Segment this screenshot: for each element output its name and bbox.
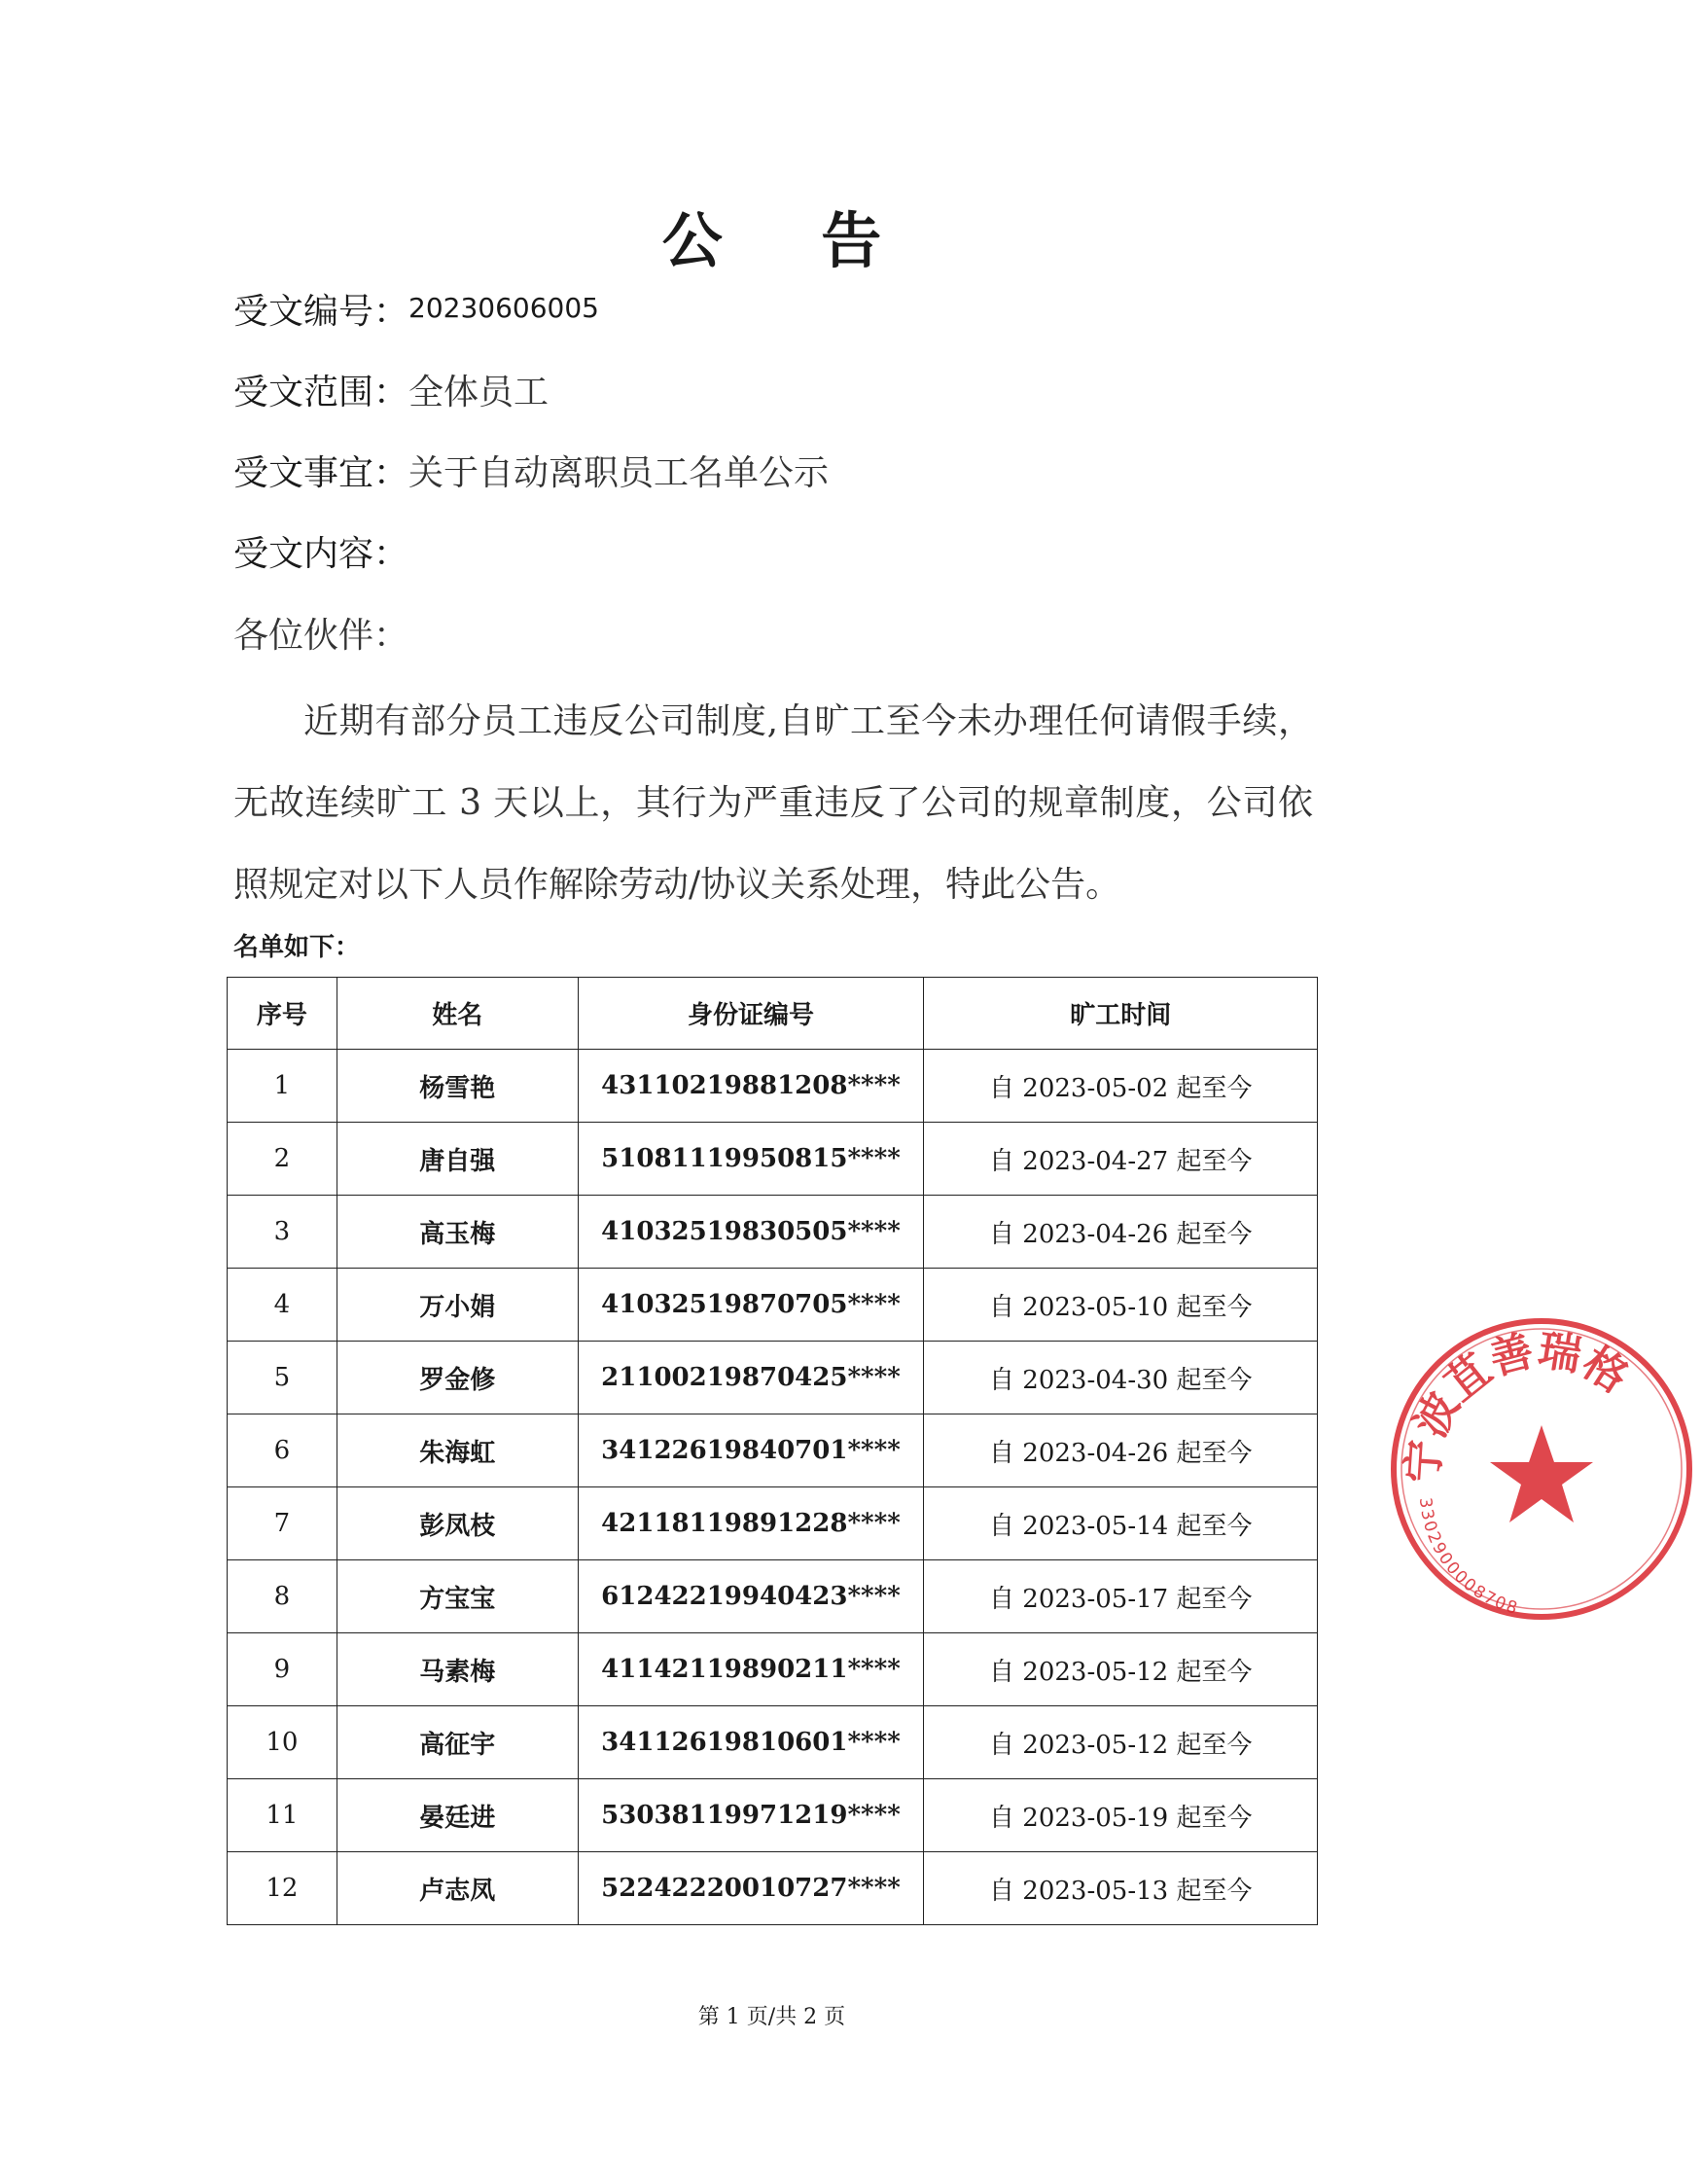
table-row — [228, 1123, 1318, 1196]
meta-number-label: 受文编号： — [233, 292, 409, 332]
cell-name: 高征宇 — [337, 1706, 578, 1779]
cell-name: 唐自强 — [337, 1123, 578, 1196]
cell-id: 21100219870425**** — [578, 1342, 924, 1414]
cell-id: 41032519870705**** — [578, 1269, 924, 1342]
body-paragraph: 近期有部分员工违反公司制度,自旷工至今未办理任何请假手续，无故连续旷工 3 天以上，其行为严重违反了公司的规章制度，公司依照规定对以下人员作解除劳动/协议关系处理，特此公告。 — [233, 701, 1313, 905]
cell-time: 自 2023-05-17 起至今 — [924, 1560, 1318, 1633]
cell-name: 方宝宝 — [337, 1560, 578, 1633]
page-title: 公 告 — [661, 205, 921, 276]
cell-seq: 2 — [228, 1123, 337, 1196]
stamp-code: 3302900008708 — [1414, 1496, 1522, 1620]
cell-name: 万小娟 — [337, 1269, 578, 1342]
cell-seq: 5 — [228, 1342, 337, 1414]
table-header-row — [228, 978, 1318, 1050]
header-name: 姓名 — [337, 978, 578, 1050]
cell-seq: 6 — [228, 1414, 337, 1487]
cell-id: 41142119890211**** — [578, 1633, 924, 1706]
meta-content — [233, 526, 408, 576]
cell-id: 34112619810601**** — [578, 1706, 924, 1779]
cell-time: 自 2023-05-10 起至今 — [924, 1269, 1318, 1342]
table-row — [228, 1342, 1318, 1414]
header-time: 旷工时间 — [924, 978, 1318, 1050]
staff-table — [227, 977, 1318, 1925]
cell-id: 34122619840701**** — [578, 1414, 924, 1487]
cell-id: 61242219940423**** — [578, 1560, 924, 1633]
cell-id: 42118119891228**** — [578, 1487, 924, 1560]
cell-seq: 9 — [228, 1633, 337, 1706]
cell-time: 自 2023-05-14 起至今 — [924, 1487, 1318, 1560]
cell-name: 朱海虹 — [337, 1414, 578, 1487]
table-row — [228, 1852, 1318, 1925]
table-row — [228, 1414, 1318, 1487]
cell-seq: 1 — [228, 1050, 337, 1123]
meta-subject — [233, 446, 829, 495]
table-row — [228, 1269, 1318, 1342]
cell-time: 自 2023-05-12 起至今 — [924, 1706, 1318, 1779]
table-row — [228, 1196, 1318, 1269]
meta-content-label: 受文内容： — [233, 534, 409, 574]
meta-number-value: 20230606005 — [408, 292, 599, 324]
cell-time: 自 2023-04-26 起至今 — [924, 1414, 1318, 1487]
cell-seq: 3 — [228, 1196, 337, 1269]
stamp-company-name: 宁波苴善瑞格 — [1398, 1325, 1637, 1485]
table-row — [228, 1050, 1318, 1123]
greeting: 各位伙伴： — [233, 616, 409, 656]
company-seal-stamp — [1381, 1308, 1702, 1629]
meta-subject-value: 关于自动离职员工名单公示 — [408, 453, 830, 493]
cell-seq: 4 — [228, 1269, 337, 1342]
meta-number — [233, 284, 599, 334]
cell-name: 马素梅 — [337, 1633, 578, 1706]
table-row — [228, 1706, 1318, 1779]
cell-time: 自 2023-05-12 起至今 — [924, 1633, 1318, 1706]
cell-id: 52242220010727**** — [578, 1852, 924, 1925]
cell-seq: 8 — [228, 1560, 337, 1633]
table-row — [228, 1633, 1318, 1706]
cell-time: 自 2023-05-13 起至今 — [924, 1852, 1318, 1925]
cell-time: 自 2023-05-02 起至今 — [924, 1050, 1318, 1123]
cell-name: 卢志凤 — [337, 1852, 578, 1925]
cell-name: 高玉梅 — [337, 1196, 578, 1269]
cell-seq: 10 — [228, 1706, 337, 1779]
cell-name: 罗金修 — [337, 1342, 578, 1414]
cell-id: 53038119971219**** — [578, 1779, 924, 1852]
cell-name: 杨雪艳 — [337, 1050, 578, 1123]
table-row — [228, 1487, 1318, 1560]
cell-seq: 12 — [228, 1852, 337, 1925]
stamp-star-icon — [1490, 1425, 1593, 1522]
table-row — [228, 1560, 1318, 1633]
cell-id: 43110219881208**** — [578, 1050, 924, 1123]
header-id: 身份证编号 — [578, 978, 924, 1050]
meta-subject-label: 受文事宜： — [233, 453, 409, 493]
meta-scope-label: 受文范围： — [233, 373, 409, 412]
header-seq: 序号 — [228, 978, 337, 1050]
cell-name: 晏廷进 — [337, 1779, 578, 1852]
cell-name: 彭凤枝 — [337, 1487, 578, 1560]
cell-time: 自 2023-04-30 起至今 — [924, 1342, 1318, 1414]
cell-time: 自 2023-04-26 起至今 — [924, 1196, 1318, 1269]
cell-seq: 7 — [228, 1487, 337, 1560]
cell-seq: 11 — [228, 1779, 337, 1852]
table-row — [228, 1779, 1318, 1852]
cell-time: 自 2023-05-19 起至今 — [924, 1779, 1318, 1852]
meta-scope — [233, 365, 549, 414]
cell-time: 自 2023-04-27 起至今 — [924, 1123, 1318, 1196]
page-footer: 第 1 页/共 2 页 — [697, 2005, 846, 2029]
list-heading: 名单如下： — [233, 933, 361, 962]
meta-scope-value: 全体员工 — [408, 373, 550, 412]
cell-id: 51081119950815**** — [578, 1123, 924, 1196]
cell-id: 41032519830505**** — [578, 1196, 924, 1269]
